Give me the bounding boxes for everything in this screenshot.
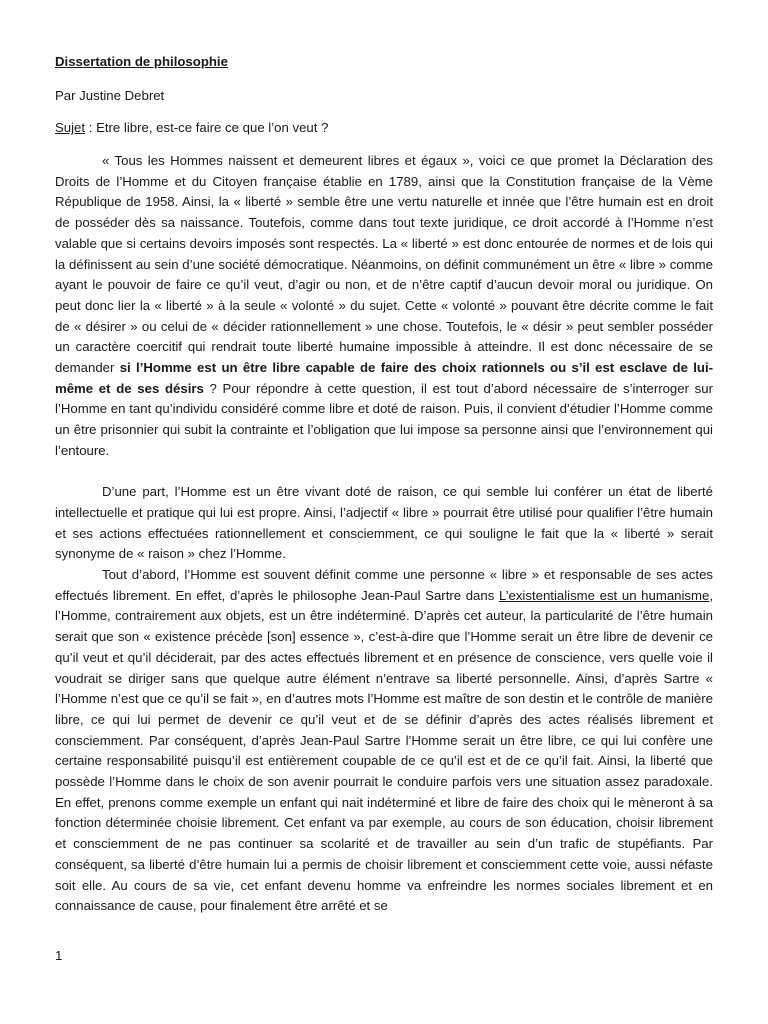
dissertation-body: [55, 151, 713, 917]
book-title: L’existentialisme est un humanisme: [498, 587, 710, 603]
intro-text-start: « Tous les Hommes naissent et demeurent libres et égaux », voici ce que promet la Déclaration des Droits de l’Homme et du Citoyen française établie en 1789, ainsi que la Constitution française de la Vème République de 1958. Ainsi, la « liberté » semble être une vertu naturelle et innée que l’être humain est en droit de posséder dès sa naissance. Toutefois, comme dans tout texte juridique, ce droit accordé à l’Homme n’est valable que si certains devoirs imposés sont respectés. La « liberté » est donc entourée de normes et de lois qui la définissent au sein d’une société démocratique. Néanmoins, on définit communément un être « libre » comme ayant le pouvoir de faire ce qu’il veut, d’agir ou non, et de n’être captif d’aucun devoir moral ou juridique. On peut donc lier la « liberté » à la seule « volonté » du sujet. Cette « volonté » pouvant être décrite comme le fait de « désirer » ou celui de « décider rationnellement » une chose. Toutefois, le « désir » peut sembler posséder un caractère coercitif qui rendrait toute liberté humaine impossible à atteindre. Il est donc nécessaire de se demander: [55, 153, 713, 376]
sartre-text-start: Tout d’abord, l’Homme est souvent définit comme une personne « libre » et responsable de ses actes effectués librement. En effet, d’après le philosophe Jean-Paul Sartre dans: [55, 567, 713, 603]
subject-separator: :: [85, 120, 97, 135]
intro-text-end: ? Pour répondre à cette question, il est tout d’abord nécessaire de s’interroger sur l’Homme en tant qu’individu considéré comme libre et doté de raison. Puis, il convient d’étudier l’Homme comme un être prisonnier qui subit la contrainte et l’obligation que lui impose sa personne ainsi que l’environnement qui l’entoure.: [55, 380, 713, 458]
page-number: 1: [55, 948, 63, 963]
subject-line: [55, 120, 328, 136]
paragraph-sartre: [55, 565, 713, 917]
paragraph-part-one: D’une part, l’Homme est un être vivant doté de raison, ce qui semble lui conférer un état de liberté intellectuelle et pratique qui lui est propre. Ainsi, l’adjectif « libre » pourrait être utilisé pour qualifier l’être humain et ses actions effectuées rationnellement et consciemment, ce qui souligne le fait que la « liberté » serait synonyme de « raison » chez l’Homme.: [55, 484, 713, 562]
document-title: Dissertation de philosophie: [55, 54, 228, 69]
problematic-question: si l’Homme est un être libre capable de faire des choix rationnels ou s’il est esclave de lui-même et de ses désirs: [55, 360, 714, 396]
subject-text: Etre libre, est-ce faire ce que l’on veut ?: [96, 120, 329, 135]
paragraph-introduction: [55, 151, 713, 462]
subject-label: Sujet: [55, 120, 86, 135]
author-line: Par Justine Debret: [55, 88, 165, 103]
sartre-text-end: , l’Homme, contrairement aux objets, est un être indéterminé. D’après cet auteur, la particularité de l’être humain serait que son « existence précède [son] essence », c’est-à-dire que l’Homme serait un être libre de devenir ce qu’il veut et qu’il déciderait, par des actes effectués librement et en présence de conscience, vers quelle voie il voudrait se diriger sans que quelque autre élément n’entrave sa liberté personnelle. Ainsi, d’après Sartre « l’Homme n’est que ce qu’il se fait », en d’autres mots l’Homme est maître de son destin et le contrôle de manière libre, ce qui lui permet de devenir ce qu’il veut et de se définir d’après des actes réalisés librement et consciemment. Par conséquent, d’après Jean-Paul Sartre l’Homme serait un être libre, ce qui lui confère une certaine responsabilité puisqu’il est entièrement coupable de ce qu’il est et de ce qu’il fait. Ainsi, la liberté que possède l’Homme dans le choix de son avenir pourrait le conduire parfois vers une situation assez paradoxale. En effet, prenons comme exemple un enfant qui nait indéterminé et libre de faire des choix qui le mèneront à sa fonction déterminée choisie librement. Cet enfant va par exemple, au cours de son éducation, choisir librement et consciemment de ne pas continuer sa scolarité et de travailler au sein d’un trafic de stupéfiants. Par conséquent, sa liberté d’être humain lui a permis de choisir librement et consciemment cette voie, aussi néfaste soit elle. Au cours de sa vie, cet enfant devenu homme va enfreindre les normes sociales librement et en connaissance de cause, pour finalement être arrêté et se: [55, 587, 713, 914]
